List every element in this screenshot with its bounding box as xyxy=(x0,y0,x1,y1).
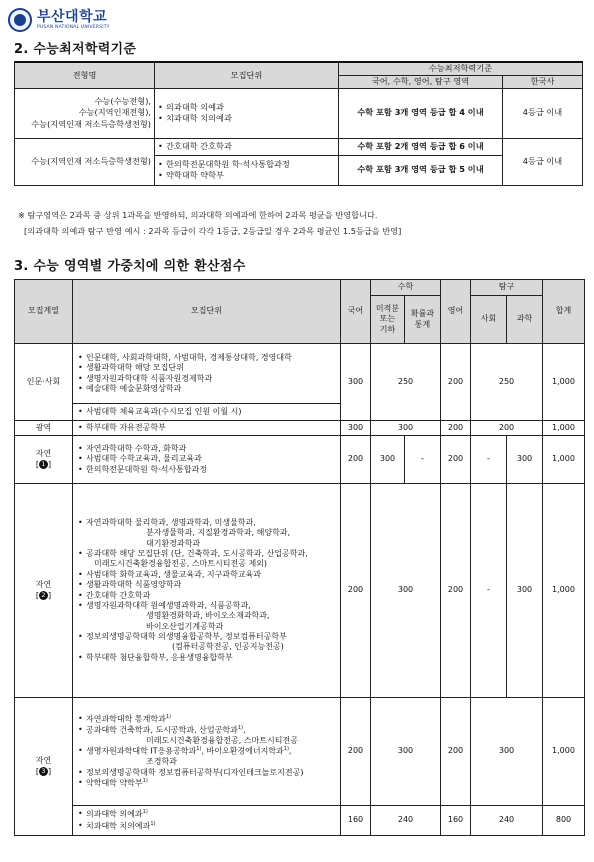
col-header-social: 사회 xyxy=(471,296,507,344)
col-header-subjects: 국어, 수학, 영어, 탐구 영역 xyxy=(339,75,503,88)
unit-line: 생명환경화학과, 바이오소재과학과, xyxy=(146,611,270,621)
unit-line: 조경학과 xyxy=(146,757,177,767)
col-header-history: 한국사 xyxy=(503,75,583,88)
unit-line: • 생활과학대학 식품영양학과 xyxy=(86,580,182,590)
list-item: • 간호대학 간호학과 xyxy=(158,141,338,152)
col-header-unit: 모집단위 xyxy=(155,62,339,88)
unit-line: 미래도시건축환경융합전공, 스마트시티전공 제외) xyxy=(94,559,268,569)
weighted-score-table xyxy=(14,279,585,836)
korean-cell: 200 xyxy=(341,698,371,806)
university-seal-icon xyxy=(8,8,32,32)
unit-cell xyxy=(155,88,339,138)
math-cell: 240 xyxy=(371,806,441,836)
logo-subtitle: PUSAN NATIONAL UNIVERSITY xyxy=(37,24,110,30)
col-header-science: 과학 xyxy=(507,296,543,344)
unit-line: 대기환경과학과 xyxy=(146,538,201,548)
unit-line: • 공과대학 해당 모집단위 (단, 건축학과, 도시공학과, 산업공학과, xyxy=(86,548,308,558)
logo-title: 부산대학교 xyxy=(37,8,108,25)
header-line: 확률과 xyxy=(410,309,435,319)
header-line: 또는 xyxy=(379,314,396,324)
list-item: • 생명자원과학대학 식품자원경제학과 xyxy=(78,374,338,384)
unit-cell xyxy=(73,484,341,698)
list-item: • 의과대학 의예과$^{1)}$ xyxy=(78,809,338,820)
col-header-total: 합계 xyxy=(543,280,585,344)
col-header-statistics xyxy=(405,296,441,344)
col-header-group: 모집계열 xyxy=(15,280,73,344)
total-cell: 1,000 xyxy=(543,484,585,698)
social-cell: - xyxy=(471,484,507,698)
note-inquiry: ※ 탐구영역은 2과목 중 상위 1과목을 반영하되, 의과대학 의예과에 한하여 2과목 평균을 반영합니다. xyxy=(18,210,378,220)
col-header-min: 수능최저학력기준 xyxy=(339,62,583,75)
list-item xyxy=(78,632,338,653)
list-item xyxy=(78,714,338,725)
history-cell: 4등급 이내 xyxy=(503,88,583,138)
total-cell: 1,000 xyxy=(543,698,585,806)
unit-line: • 사범대학 화학교육과, 생물교육과, 지구과학교육과 xyxy=(86,569,262,579)
col-header-calculus xyxy=(371,296,405,344)
math-cell: 300 xyxy=(371,484,441,698)
korean-cell: 200 xyxy=(341,484,371,698)
list-item xyxy=(78,778,338,789)
col-header-korean: 국어 xyxy=(341,280,371,344)
list-item xyxy=(78,768,338,778)
header-line: 미적분 xyxy=(375,303,400,313)
total-cell: 800 xyxy=(543,806,585,836)
unit-line: • 학부대학 첨단융합학부, 응용생명융합학부 xyxy=(86,652,233,662)
list-item: • 생활과학대학 해당 모집단위 xyxy=(78,363,338,373)
list-item: • 학부대학 자유전공학부 xyxy=(78,423,338,433)
group-label: 자연 xyxy=(35,756,52,766)
group-cell: 자연 [ 3 ] xyxy=(15,698,73,836)
number-badge: 3 xyxy=(39,767,48,776)
inquiry-cell: 250 xyxy=(471,344,543,421)
english-cell: 200 xyxy=(441,344,471,421)
list-item xyxy=(78,580,338,590)
type-line: 수능(수능전형), xyxy=(94,96,151,107)
unit-cell xyxy=(73,698,341,806)
calculus-cell: 300 xyxy=(371,436,405,484)
header-line: 통계 xyxy=(414,319,431,329)
total-cell: 1,000 xyxy=(543,421,585,436)
group-label: 자연 xyxy=(35,449,52,459)
list-item xyxy=(78,653,338,663)
unit-lines xyxy=(75,518,338,663)
list-item: • 한의학전문대학원 학·석사통합과정 xyxy=(158,159,338,170)
korean-cell: 160 xyxy=(341,806,371,836)
col-header-inquiry: 탐구 xyxy=(471,280,543,296)
list-item xyxy=(78,549,338,570)
unit-lines xyxy=(75,714,338,789)
list-item: • 예술대학 예술문화영상학과 xyxy=(78,384,338,394)
total-cell: 1,000 xyxy=(543,436,585,484)
social-cell: - xyxy=(471,436,507,484)
note-example: [의과대학 의예과 탐구 반영 예시 : 2과목 등급이 각각 1등급, 2등급일 경우 2과목 평균인 1.5등급을 반영] xyxy=(24,226,402,236)
korean-cell: 300 xyxy=(341,421,371,436)
list-item: • 치과대학 치의예과$^{1)}$ xyxy=(78,821,338,832)
unit-line: • 공과대학 건축학과, 도시공학과, 산업공학과$^{1)}$, xyxy=(86,724,246,735)
statistics-cell: - xyxy=(405,436,441,484)
unit-line: • 약학대학 약학부$^{1)}$ xyxy=(86,778,148,788)
list-item: • 한의학전문대학원 학·석사통합과정 xyxy=(78,465,338,475)
list-item: • 자연과학대학 수학과, 화학과 xyxy=(78,444,338,454)
list-item: • 사범대학 수학교육과, 물리교육과 xyxy=(78,454,338,464)
group-label: 자연 xyxy=(35,580,52,590)
unit-line: • 간호대학 간호학과 xyxy=(86,590,151,600)
list-item: • 치과대학 치의예과 xyxy=(158,113,338,124)
university-logo xyxy=(8,6,110,34)
list-item: • 의과대학 의예과 xyxy=(158,102,338,113)
total-cell: 1,000 xyxy=(543,344,585,421)
unit-line: • 정보의생명공학대학 의생명융합공학부, 정보컴퓨터공학부 xyxy=(86,632,287,642)
group-cell: 자연 [ 1 ] xyxy=(15,436,73,484)
unit-cell xyxy=(73,404,341,421)
list-item xyxy=(78,601,338,632)
number-badge: 1 xyxy=(39,460,48,469)
col-header-english: 영어 xyxy=(441,280,471,344)
unit-line: • 자연과학대학 통계학과$^{1)}$ xyxy=(86,713,171,724)
unit-line: (컴퓨터공학전공, 인공지능전공) xyxy=(172,642,284,652)
col-header-unit: 모집단위 xyxy=(73,280,341,344)
group-cell: 광역 xyxy=(15,421,73,436)
list-item xyxy=(78,570,338,580)
type-line: 수능(지역인재전형), xyxy=(78,107,151,118)
col-header-math: 수학 xyxy=(371,280,441,296)
list-item: • 약학대학 약학부 xyxy=(158,170,338,181)
criteria-cell: 수학 포함 2개 영역 등급 합 6 이내 xyxy=(339,138,503,155)
list-item: • 사범대학 체육교육과(수시모집 인원 이월 시) xyxy=(78,407,338,417)
unit-line: • 생명자원과학대학 IT응용공학과$^{1)}$, 바이오환경에너지학과$^{1)}$, xyxy=(86,746,292,756)
type-cell: 수능(지역인재 저소득층학생전형) xyxy=(15,138,155,185)
group-cell: 자연 [ 2 ] xyxy=(15,484,73,698)
history-cell: 4등급 이내 xyxy=(503,138,583,185)
science-cell: 300 xyxy=(507,436,543,484)
math-cell: 250 xyxy=(371,344,441,421)
list-item xyxy=(78,518,338,549)
korean-cell: 300 xyxy=(341,344,371,421)
english-cell: 160 xyxy=(441,806,471,836)
min-requirement-table xyxy=(14,61,583,186)
unit-line: 미래도시건축환경융합전공, 스마트시티전공 xyxy=(146,735,298,745)
list-item xyxy=(78,591,338,601)
list-item xyxy=(78,746,338,767)
unit-line: • 자연과학대학 물리학과, 생명과학과, 미생물학과, xyxy=(86,517,256,527)
inquiry-cell: 200 xyxy=(471,421,543,436)
science-cell: 300 xyxy=(507,484,543,698)
unit-line: 바이오산업기계공학과 xyxy=(146,621,224,631)
number-badge: 2 xyxy=(39,591,48,600)
unit-line: • 생명자원과학대학 원예생명과학과, 식품공학과, xyxy=(86,600,251,610)
section-3-title: 3. 수능 영역별 가중치에 의한 환산점수 xyxy=(14,259,246,274)
criteria-cell: 수학 포함 3개 영역 등급 합 4 이내 xyxy=(339,88,503,138)
col-header-type: 전형명 xyxy=(15,62,155,88)
unit-cell xyxy=(73,421,341,436)
unit-cell xyxy=(155,155,339,185)
list-item xyxy=(78,725,338,746)
math-cell: 300 xyxy=(371,421,441,436)
unit-cell xyxy=(155,138,339,155)
korean-cell: 200 xyxy=(341,436,371,484)
english-cell: 200 xyxy=(441,484,471,698)
english-cell: 200 xyxy=(441,436,471,484)
criteria-cell: 수학 포함 3개 영역 등급 합 5 이내 xyxy=(339,155,503,185)
unit-line: • 정보의생명공학대학 정보컴퓨터공학부(디자인테크놀로지전공) xyxy=(86,767,304,777)
unit-cell xyxy=(73,344,341,404)
english-cell: 200 xyxy=(441,421,471,436)
math-cell: 300 xyxy=(371,698,441,806)
inquiry-cell: 240 xyxy=(471,806,543,836)
section-2-title: 2. 수능최저학력기준 xyxy=(14,42,137,57)
unit-line: 분자생물학과, 지질환경과학과, 해양학과, xyxy=(146,528,291,538)
unit-cell xyxy=(73,436,341,484)
type-line: 수능(지역인재 저소득층학생전형) xyxy=(31,118,151,129)
unit-cell xyxy=(73,806,341,836)
inquiry-cell: 300 xyxy=(471,698,543,806)
list-item: • 인문대학, 사회과학대학, 사범대학, 경제통상대학, 경영대학 xyxy=(78,353,338,363)
group-cell: 인문·사회 xyxy=(15,344,73,421)
type-cell xyxy=(15,88,155,138)
header-line: 기하 xyxy=(379,324,396,334)
english-cell: 200 xyxy=(441,698,471,806)
